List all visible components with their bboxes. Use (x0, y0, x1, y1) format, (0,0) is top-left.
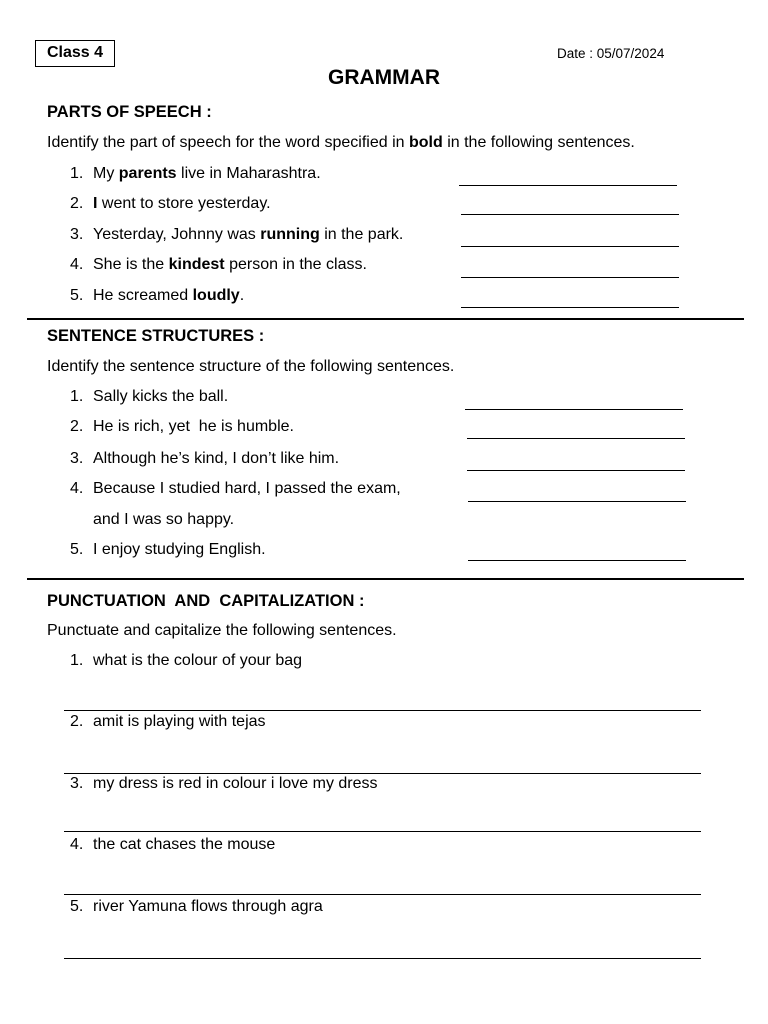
item-text: She is the (93, 256, 169, 273)
writing-line[interactable] (64, 831, 701, 832)
answer-line[interactable] (465, 409, 683, 410)
writing-line[interactable] (64, 773, 701, 774)
answer-line[interactable] (461, 307, 679, 308)
item-number: 1. (70, 388, 84, 405)
answer-line[interactable] (461, 214, 679, 215)
list-item (70, 652, 302, 670)
item-number: 5. (70, 287, 84, 304)
answer-line[interactable] (461, 277, 679, 278)
item-text: what is the colour of your bag (93, 652, 303, 669)
item-number: 2. (70, 195, 84, 212)
item-text: He screamed (93, 287, 193, 304)
item-bold-word: kindest (168, 256, 225, 273)
item-number: 5. (70, 898, 84, 915)
item-number: 4. (70, 836, 84, 853)
item-bold-word: parents (118, 165, 177, 182)
answer-line[interactable] (461, 246, 679, 247)
item-text: my dress is red in colour i love my dress (93, 775, 378, 792)
item-text: Yesterday, Johnny was (93, 226, 261, 243)
item-text: I enjoy studying English. (93, 541, 266, 558)
answer-line[interactable] (467, 470, 685, 471)
item-text: . (239, 287, 245, 304)
item-number: 1. (70, 165, 84, 182)
answer-line[interactable] (468, 560, 686, 561)
list-item (70, 226, 403, 244)
instruction-text: in the following sentences. (442, 134, 635, 151)
item-text: My (93, 165, 119, 182)
item-number: 3. (70, 775, 84, 792)
section-divider (27, 578, 744, 580)
section-heading-sentence-structures: SENTENCE STRUCTURES : (47, 327, 265, 345)
list-item (70, 775, 378, 793)
list-item (70, 195, 271, 213)
list-item (70, 450, 339, 468)
list-item (70, 541, 266, 559)
item-text: Because I studied hard, I passed the exam, (93, 480, 401, 497)
date-text: Date : 05/07/2024 (557, 46, 665, 61)
list-item (70, 256, 367, 274)
list-item (70, 898, 323, 916)
answer-line[interactable] (468, 501, 686, 502)
item-text: He is rich, yet he is humble. (93, 418, 294, 435)
section-instruction: Punctuate and capitalize the following sentences. (47, 622, 397, 639)
item-text: went to store yesterday. (97, 195, 271, 212)
list-item (70, 836, 275, 854)
item-text: amit is playing with tejas (93, 713, 266, 730)
list-item (70, 165, 321, 183)
item-text: river Yamuna flows through agra (93, 898, 323, 915)
answer-line[interactable] (467, 438, 685, 439)
item-text: live in Maharashtra. (176, 165, 321, 182)
item-number: 4. (70, 256, 84, 273)
item-number: 1. (70, 652, 84, 669)
instruction-bold-word: bold (408, 134, 443, 151)
section-instruction (47, 134, 635, 152)
item-number: 5. (70, 541, 84, 558)
writing-line[interactable] (64, 958, 701, 959)
item-number: 3. (70, 450, 84, 467)
section-instruction: Identify the sentence structure of the following sentences. (47, 358, 455, 375)
item-bold-word: running (260, 226, 320, 243)
writing-line[interactable] (64, 894, 701, 895)
item-number: 2. (70, 713, 84, 730)
section-heading-punctuation-capitalization: PUNCTUATION AND CAPITALIZATION : (47, 592, 365, 610)
item-number: 2. (70, 418, 84, 435)
list-item (70, 287, 244, 305)
answer-line[interactable] (459, 185, 677, 186)
class-label: Class 4 (35, 40, 115, 67)
instruction-text: Identify the part of speech for the word specified in (47, 134, 409, 151)
item-text: Although he’s kind, I don’t like him. (93, 450, 340, 467)
item-text: Sally kicks the ball. (93, 388, 229, 405)
item-bold-word: I (93, 195, 98, 212)
item-text: person in the class. (224, 256, 367, 273)
page-title: GRAMMAR (328, 66, 440, 89)
writing-line[interactable] (64, 710, 701, 711)
item-text-continued: and I was so happy. (93, 511, 235, 528)
list-item (70, 713, 266, 731)
item-number: 4. (70, 480, 84, 497)
list-item (70, 480, 401, 498)
item-text: in the park. (319, 226, 404, 243)
item-number: 3. (70, 226, 84, 243)
list-item (70, 388, 228, 406)
section-heading-parts-of-speech: PARTS OF SPEECH : (47, 103, 212, 121)
list-item (70, 418, 294, 436)
item-bold-word: loudly (192, 287, 240, 304)
section-divider (27, 318, 744, 320)
item-text: the cat chases the mouse (93, 836, 276, 853)
